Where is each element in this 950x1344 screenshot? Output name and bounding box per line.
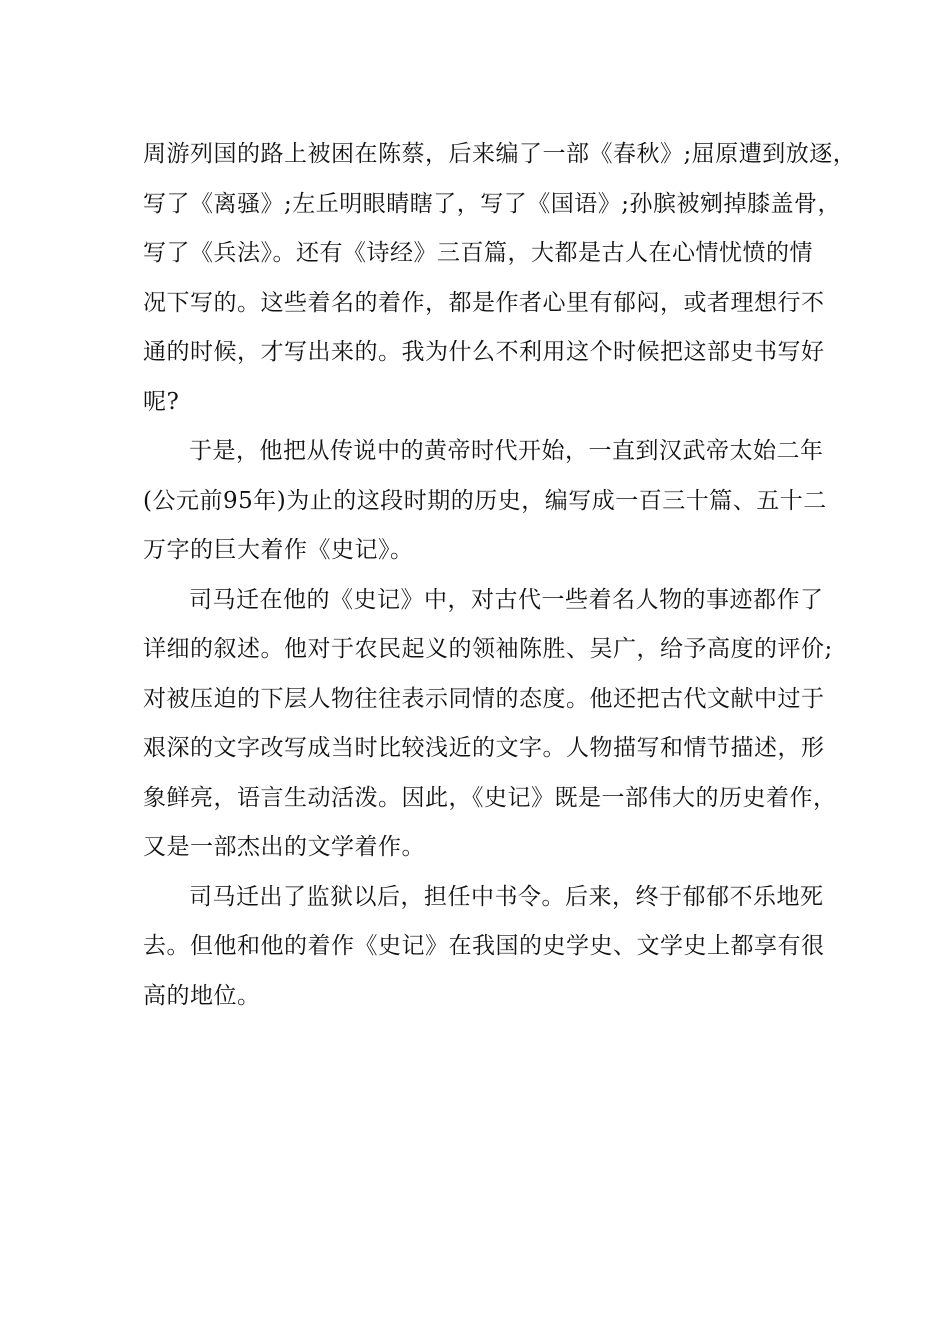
paragraph-4	[143, 873, 825, 1022]
text-line: 况下写的。这些着名的着作，都是作者心里有郁闷，或者理想行不	[143, 289, 825, 316]
text-line: 详细的叙述。他对于农民起义的领袖陈胜、吴广，给予高度的评价;	[143, 636, 833, 662]
text-line: 去。但他和他的着作《史记》在我国的史学史、文学史上都享有很	[143, 933, 825, 959]
text-line: 周游列国的路上被困在陈蔡，后来编了一部《春秋》;屈原遭到放逐，	[143, 141, 857, 167]
text-line: 通的时候，才写出来的。我为什么不利用这个时候把这部史书写好	[143, 339, 825, 365]
text-line: 又是一部杰出的文学着作。	[143, 834, 425, 860]
text-line: 写了《离骚》;左丘明眼睛瞎了，写了《国语》;孙膑被剜掉膝盖骨，	[143, 190, 841, 217]
text-line: 高的地位。	[143, 982, 261, 1009]
text-line: (公元前95年)为止的这段时期的历史，编写成一百三十篇、五十二	[143, 487, 827, 514]
text-line: 写了《兵法》。还有《诗经》三百篇，大都是古人在心情忧愤的情	[143, 240, 813, 266]
text-line: 司马迁出了监狱以后，担任中书令。后来，终于郁郁不乐地死	[189, 883, 824, 910]
text-line: 司马迁在他的《史记》中，对古代一些着名人物的事迹都作了	[189, 586, 824, 613]
document-body	[143, 130, 857, 1021]
paragraph-1	[143, 130, 857, 427]
text-line: 万字的巨大着作《史记》。	[143, 537, 414, 563]
text-line: 呢?	[143, 388, 180, 415]
paragraph-2	[143, 427, 827, 576]
text-line: 对被压迫的下层人物往往表示同情的态度。他还把古代文献中过于	[143, 685, 825, 712]
text-line: 艰深的文字改写成当时比较浅近的文字。人物描写和情节描述，形	[143, 735, 825, 761]
text-line: 于是，他把从传说中的黄帝时代开始，一直到汉武帝太始二年	[189, 438, 824, 464]
paragraph-3	[143, 576, 837, 873]
text-line: 象鲜亮，语言生动活泼。因此，《史记》既是一部伟大的历史着作，	[143, 784, 837, 811]
